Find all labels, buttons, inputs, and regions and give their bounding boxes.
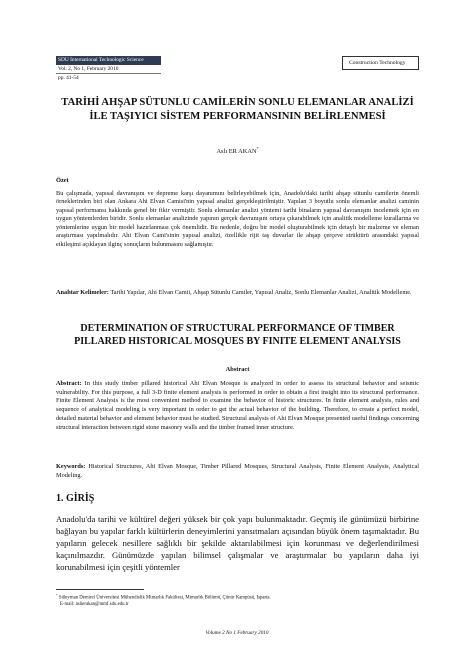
author-footnote-mark: *	[256, 146, 259, 151]
keywords-label: Keywords:	[56, 463, 86, 470]
abstract-heading: Abstract	[225, 366, 250, 373]
journal-volume: Vol. 2, No 1, February 2010	[56, 65, 161, 75]
section-1-text: Anadolu'da tarihi ve kültürel değeri yüksek bir çok yapı bulunmaktadır. Geçmiş ile günümüzü birbirine bağlayan bu yapılar farklı kültürlerin deneyimlerini yansıtmaları açısından büyük önem taşımaktadır. Bu yapıların gelecek nesillere sağlıklı bir şekilde aktarılabilmesi için korunması ve değerlendirilmesi kaçınılmazdır. Günümüzde yapılan bilimsel çalışmalar ve araştırmalar bu yapıların daha iyi korunabilmesi için çeşitli yöntemler	[56, 514, 419, 572]
abstract-text	[56, 380, 419, 432]
abstract-body: In this study timber pillared historical Ahi Elvan Mosque is analyzed in order to assess its structural behavior and seismic vulnerability. For this purpose, a full 3-D finite element analysis is performed in order to obtain a first insight into its structural performance. Finite Element Analysis is the most convenient method to examine the behavior of historic structures. In finite element analysis, rules and sequence of analytical modeling is very important in order to get the actual behavior of the building. Therefore, to create a perfect model, detailed material behavior and element behavior must be studied. Structural analysis of Ahi Elvan Mosque presented useful findings concerning structural interaction between rigid stone masonry walls and the timber framed inner structure.	[56, 380, 419, 431]
journal-pages: pp. 41-54	[58, 75, 79, 82]
page-footer: Volume 2 No 1 February 2010	[205, 630, 269, 636]
keywords	[56, 463, 419, 480]
journal-name: SDU International Technologic Science	[56, 56, 161, 65]
abstract-label: Abstract:	[56, 380, 82, 387]
footnote-mark: *	[56, 593, 58, 597]
anahtar-label: Anahtar Kelimeler:	[56, 289, 109, 296]
footnote-email: E-mail: aslierakan@mmf.sdu.edu.tr	[60, 602, 129, 608]
anahtar-kelimeler	[56, 289, 419, 297]
category-label: Construction Technology	[342, 56, 419, 70]
ozet-text: Bu çalışmada, yapısal davranışını ve depreme karşı dayanımını belirleyebilmek için, Anadolu'daki tarihi ahşap sütunlu camilerin önemli örneklerinden biri olan Ankara Ahi Elvan Camisi'nin yapısal analizi gerçekleştirilmiştir. Yapılan 3 boyutlu sonlu elemanlar analizi caminin yapısal performansı hakkında genel bir fikir vermiştir. Sonlu elemanlar analizi yöntemi tarihi binaların yapısal davranışını incelemek için en uygun yöntemlerden biridir. Sonlu elemanlar analizinde yapının gerçek davranışını ortaya çıkarabilmek için analitik modelleme kurallarına ve yöntemlerine uygun bir model hazırlanması çok önemlidir. Bu nedenle, doğru bir model oluşturabilmek için detaylı bir malzeme ve eleman araştırması yapılmalıdır. Ahi Elvan Cami'sinin yapısal analizi, özellikle rijit taş duvarlar ile ahşap çerçeve strüktürü arasındaki yapısal etkileşimi açıklayan ilginç sonuçların bulunmasını sağlamıştır.	[56, 190, 419, 248]
author-name: Aslı ER AKAN	[216, 148, 257, 156]
section-1-title: 1. GİRİŞ	[56, 493, 95, 504]
author	[56, 146, 419, 155]
footnote-divider	[56, 589, 144, 590]
turkish-title: TARİHİ AHŞAP SÜTUNLU CAMİLERİN SONLU ELEMANLAR ANALİZİ İLE TAŞIYICI SİSTEM PERFORMANSININ BELİRLENMESİ	[61, 97, 414, 122]
english-title: DETERMINATION OF STRUCTURAL PERFORMANCE OF TIMBER PILLARED HISTORICAL MOSQUES BY FINITE ELEMENT ANALYSIS	[74, 323, 401, 347]
footnote-affiliation: Süleyman Demirel Üniversitesi Mühendislik Mimarlık Fakültesi, Mimarlık Bölümü, Çünür Kampüsü, Isparta.	[58, 595, 271, 601]
keywords-text: Historical Structures, Ahi Elvan Mosque, Timber Pillared Mosques, Structural Analysis, Finite Element Analysis, Analytical Modeling.	[56, 463, 419, 479]
footnote	[56, 592, 271, 609]
anahtar-text: Tarihi Yapılar, Ahi Elvan Camii, Ahşap Sütunlu Camiler, Yapısal Analiz, Sonlu Elemanlar Analizi, Analitik Modelleme.	[110, 289, 412, 296]
ozet-heading: Özet	[56, 177, 69, 184]
journal-info-box	[56, 56, 161, 82]
